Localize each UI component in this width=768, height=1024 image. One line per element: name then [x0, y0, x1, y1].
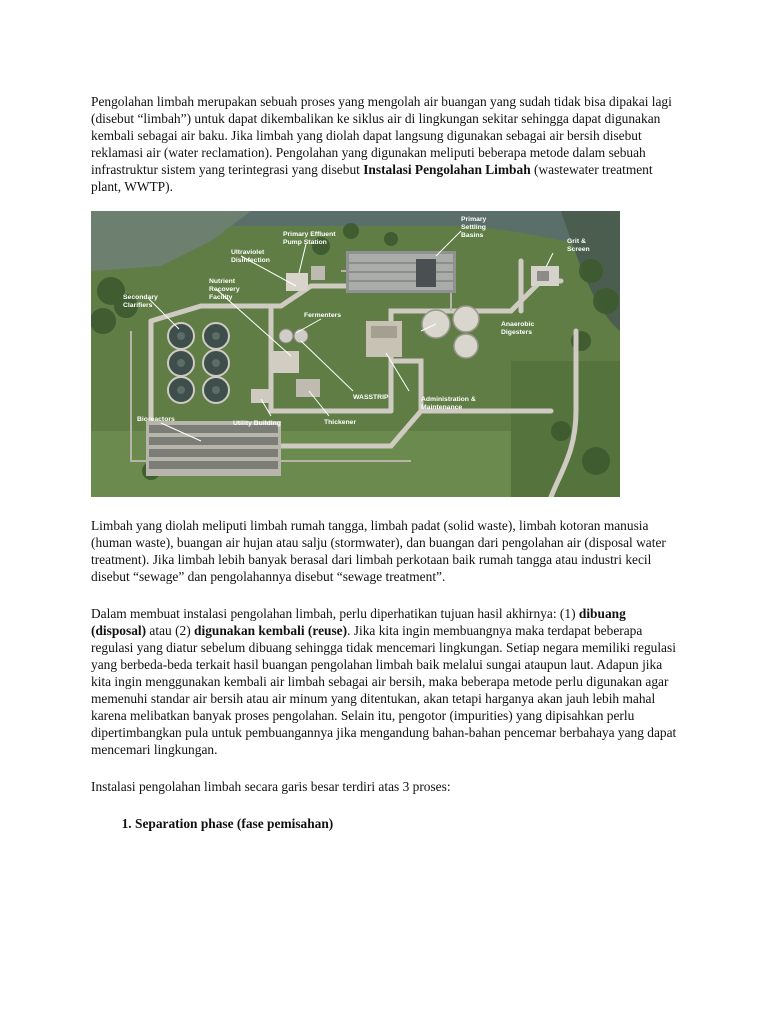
document-page	[91, 93, 681, 832]
label-primary-settling: Primary Settling Basins	[461, 216, 487, 239]
process-intro-paragraph: Instalasi pengolahan limbah secara garis besar terdiri atas 3 proses:	[91, 779, 451, 794]
purpose-bold-disposal: dibuang (disposal)	[91, 606, 626, 638]
label-thickener: Thickener	[324, 419, 357, 426]
label-grit-screen: Grit & Screen	[567, 238, 590, 253]
purpose-text-a: Dalam membuat instalasi pengolahan limbah, perlu diperhatikan tujuan hasil akhirnya: (1)	[91, 606, 579, 621]
purpose-bold-reuse: digunakan kembali (reuse)	[194, 623, 348, 638]
intro-paragraph	[91, 93, 681, 195]
process-list	[91, 815, 681, 832]
label-secondary-clarifiers: Secondary Clarifiers	[123, 294, 158, 309]
wwtp-aerial-photo	[91, 211, 620, 497]
label-anaerobic: Anaerobic Digesters	[501, 321, 535, 336]
purpose-text-c: atau (2)	[146, 623, 195, 638]
label-admin: Administration & Maintenance	[421, 396, 476, 411]
label-bioreactors: Bioreactors	[137, 416, 175, 423]
aerial-photo-illustration	[91, 211, 620, 497]
purpose-text-e: . Jika kita ingin membuangnya maka terdapat beberapa regulasi yang diatur sebelum dibuang sehingga tidak mencemari lingkungan. Setiap negara memiliki regulasi yang berbeda-beda terkait hasil buangan pengolahan limbah baik melalui sungai ataupun laut. Adapun jika kita ingin menggunakan kembali air limbah sebagai air bersih, maka beberapa metode perlu digunakan agar memenuhi standar air bersih atau air minum yang ditentukan, akan tetapi harganya akan jauh lebih mahal karena melibatkan banyak proses pengolahan. Selain itu, pengotor (impurities) yang dipisahkan perlu dipertimbangkan pula untuk pembuangannya jika mengandung bahan-bahan pencemar berbahaya yang dapat mencemari lingkungan.	[91, 623, 677, 757]
label-nutrient-recovery: Nutrient Recovery Facility	[209, 278, 240, 301]
label-utility: Utility Building	[233, 420, 281, 427]
label-primary-effluent: Primary Effluent Pump Station	[283, 231, 336, 246]
label-wasstrip: WASSTRIP	[353, 394, 389, 401]
intro-text: Pengolahan limbah merupakan sebuah proses yang mengolah air buangan yang sudah tidak bisa dipakai lagi (disebut “limbah”) untuk dapat dikembalikan ke siklus air di lingkungan sekitar sehingga dapat digunakan kembali sebagai air baku. Jika limbah yang diolah dapat langsung digunakan sebagai air bersih disebut reklamasi air (water reclamation). Pengolahan yang digunakan meliputi beberapa metode dalam sebuah infrastruktur sistem yang terintegrasi yang disebut	[91, 94, 672, 177]
intro-bold-term: Instalasi Pengolahan Limbah	[363, 162, 531, 177]
purpose-paragraph	[91, 605, 681, 758]
label-ultraviolet: Ultraviolet Disinfection	[231, 249, 270, 264]
label-fermenters: Fermenters	[304, 312, 342, 319]
list-item: 1. Separation phase (fase pemisahan)	[135, 815, 681, 832]
waste-types-paragraph: Limbah yang diolah meliputi limbah rumah tangga, limbah padat (solid waste), limbah kotoran manusia (human waste), buangan air hujan atau salju (stormwater), dan buangan dari pengolahan air (disposal water treatment). Jika limbah lebih banyak berasal dari limbah perkotaan baik rumah tangga atau industri kecil disebut “sewage” dan pengolahannya disebut “sewage treatment”.	[91, 518, 666, 584]
intro-text-end: (wastewater treatment plant, WWTP).	[91, 162, 653, 194]
